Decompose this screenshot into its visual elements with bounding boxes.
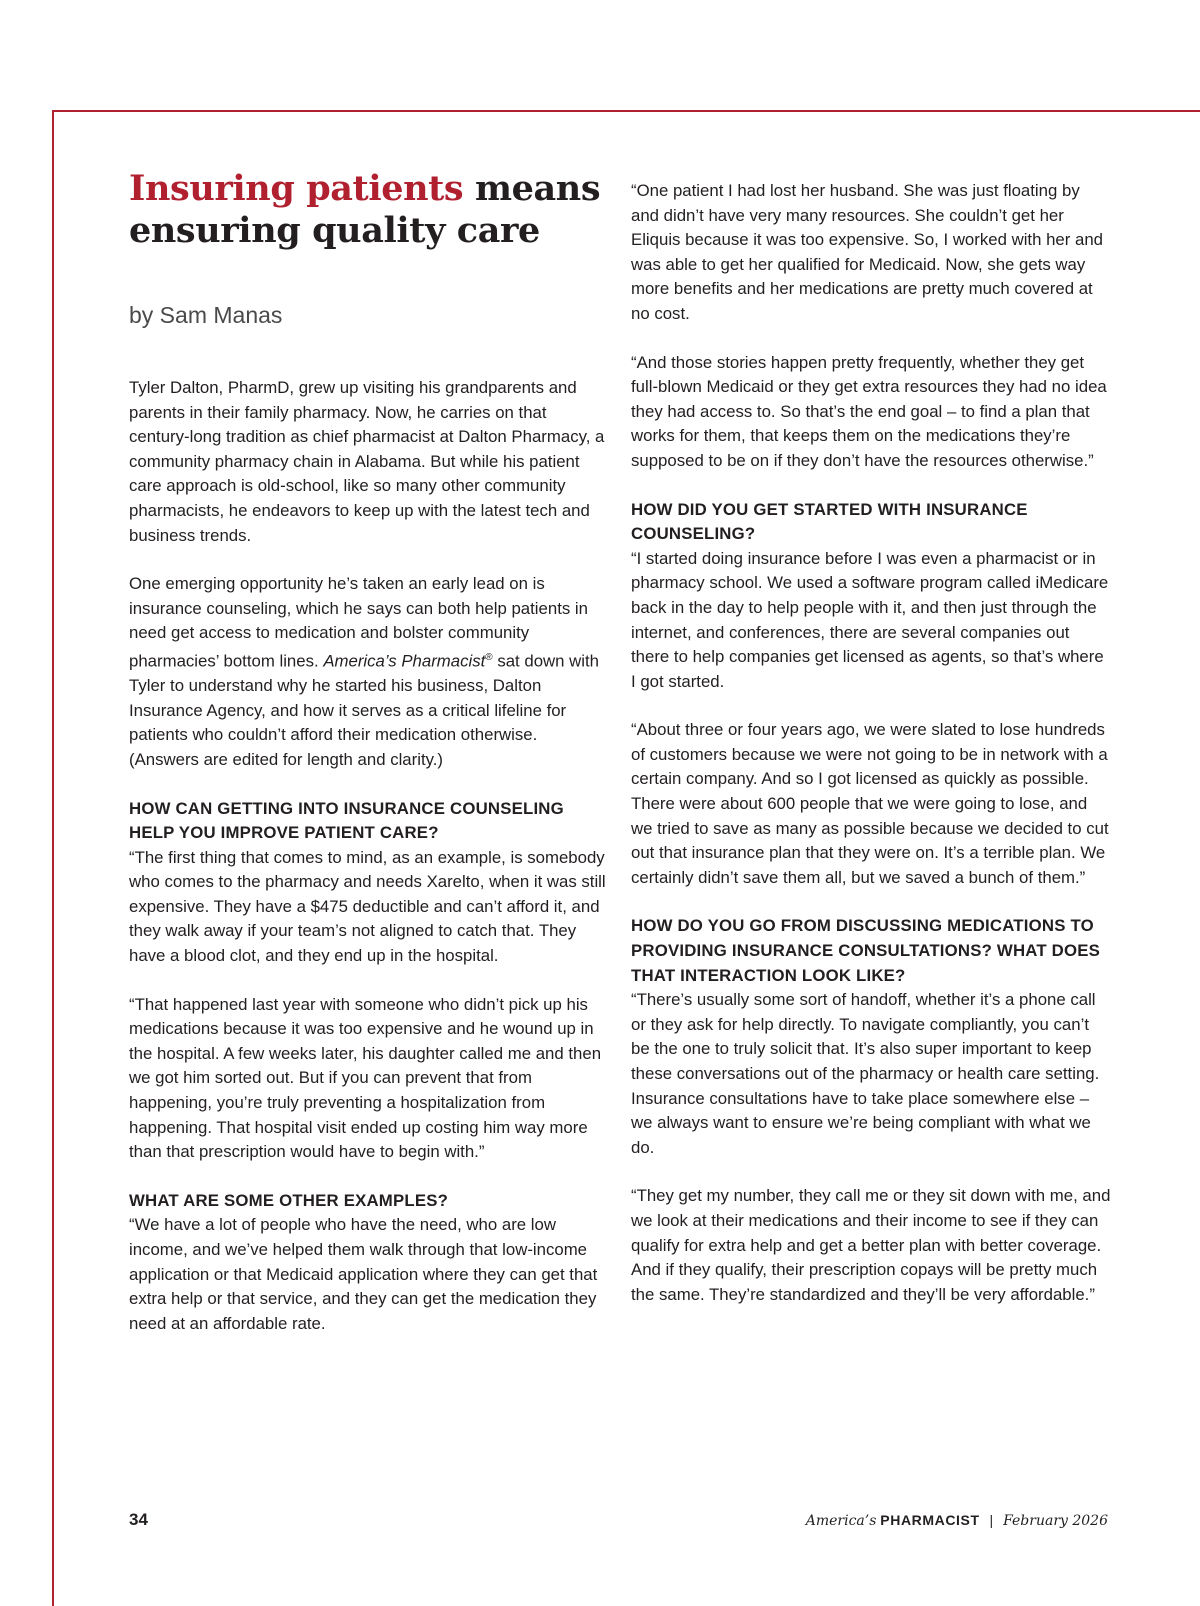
footer-separator: | [989, 1512, 994, 1528]
answer-paragraph: “There’s usually some sort of handoff, whether it’s a phone call or they ask for help directly. To navigate compliantly, you can’t be the one to truly solicit that. It’s also super important to keep these conversations out of the pharmacy or health care setting. Insurance consultations have to take place somewhere else – we always want to ensure we’re being compliant with what we do. [631, 990, 1100, 1157]
answer-paragraph: “The first thing that comes to mind, as an example, is somebody who comes to the pharmacy and needs Xarelto, when it was still expensive. They have a $475 deductible and can’t afford it, and they walk away if your team’s not aligned to catch that. They have a blood clot, and they end up in the hospital. [129, 847, 606, 966]
title-accent: Insuring patients [129, 168, 464, 209]
intro-p2-b: sat down with Tyler to understand why he started his business, Dalton Insurance Agency, and how it serves as a critical lifeline for patients who couldn’t afford their medication otherwise. (Answers are edited for length and clarity.) [129, 651, 599, 769]
answer-paragraph: “We have a lot of people who have the need, who are low income, and we’ve helped them walk through that low-income application or that Medicaid application where they can get that extra help or that service, and they can get the medication they need at an affordable rate. [129, 1215, 598, 1333]
left-column-text [129, 376, 609, 1360]
answer-paragraph: “That happened last year with someone who didn’t pick up his medications because it was too expensive and he wound up in the hospital. A few weeks later, his daughter called me and then we got him sorted out. But if you can prevent that from happening, you’re truly preventing a hospitalization from happening. That hospital visit ended up costing him way more than that prescription would have to begin with.” [129, 994, 602, 1162]
footer-magazine-prefix: America’s [805, 1513, 877, 1529]
question-heading: HOW DID YOU GET STARTED WITH INSURANCE COUNSELING? [631, 499, 1028, 544]
answer-paragraph: “They get my number, they call me or they sit down with me, and we look at their medications and their income to see if they can qualify for extra help and get a better plan with better coverage. And if they qualify, their prescription copays will be pretty much the same. They’re standardized and they’ll be very affordable.” [631, 1186, 1111, 1304]
registered-mark: ® [485, 651, 493, 663]
question-heading: HOW DO YOU GO FROM DISCUSSING MEDICATIONS TO PROVIDING INSURANCE CONSULTATIONS? WHAT DOES THAT INTERACTION LOOK LIKE? [631, 916, 1101, 985]
frame-top-rule [52, 110, 1200, 112]
footer-magazine-name: PHARMACIST [880, 1512, 980, 1528]
intro-paragraph: Tyler Dalton, PharmD, grew up visiting his grandparents and parents in their family pharmacy. Now, he carries on that century-long tradition as chief pharmacist at Dalton Pharmacy, a community pharmacy chain in Alabama. But while his patient care approach is old-school, like so many other community pharmacists, he endeavors to keep up with the latest tech and business trends. [129, 378, 605, 545]
question-heading: WHAT ARE SOME OTHER EXAMPLES? [129, 1190, 449, 1210]
magazine-name-italic: America’s Pharmacist [323, 651, 486, 671]
page-number: 34 [129, 1510, 148, 1529]
right-column-text [631, 179, 1111, 1331]
answer-paragraph: “About three or four years ago, we were slated to lose hundreds of customers because we were not going to be in network with a certain company. And so I got licensed as quickly as possible. There were about 600 people that we were going to lose, and we tried to save as many as possible because we decided to cut out that insurance plan that they were on. It’s a terrible plan. We certainly didn’t save them all, but we saved a bunch of them.” [631, 720, 1109, 887]
title-rest: means ensuring quality care [129, 168, 601, 251]
footer-issue-date: February 2026 [1003, 1513, 1108, 1529]
intro-p2-a: One emerging opportunity he’s taken an early lead on is insurance counseling, which he says can both help patients in need get access to medication and bolster community pharmacies’ bottom lines. [129, 574, 588, 671]
question-heading: HOW CAN GETTING INTO INSURANCE COUNSELING HELP YOU IMPROVE PATIENT CARE? [129, 798, 564, 843]
answer-paragraph: “I started doing insurance before I was even a pharmacist or in pharmacy school. We used a software program called iMedicare back in the day to help people with it, and then just through the internet, and conferences, there are several companies out there to help companies get licensed as agents, so that’s where I got started. [631, 548, 1109, 691]
intro-paragraph-2 [129, 572, 609, 772]
frame-left-rule [52, 110, 54, 1606]
answer-paragraph: “One patient I had lost her husband. She was just floating by and didn’t have very many resources. She couldn’t get her Eliquis because it was too expensive. So, I worked with her and was able to get her qualified for Medicaid. Now, she gets way more benefits and her medications are pretty much covered at no cost. [631, 181, 1103, 323]
byline: by Sam Manas [129, 302, 283, 328]
article-title [129, 168, 609, 252]
footer-masthead [806, 1512, 1108, 1529]
answer-paragraph: “And those stories happen pretty frequently, whether they get full-blown Medicaid or they get extra resources they had no idea they had access to. So that’s the end goal – to find a plan that works for them, that keeps them on the medications they’re supposed to be on if they don’t have the resources otherwise.” [631, 352, 1107, 470]
